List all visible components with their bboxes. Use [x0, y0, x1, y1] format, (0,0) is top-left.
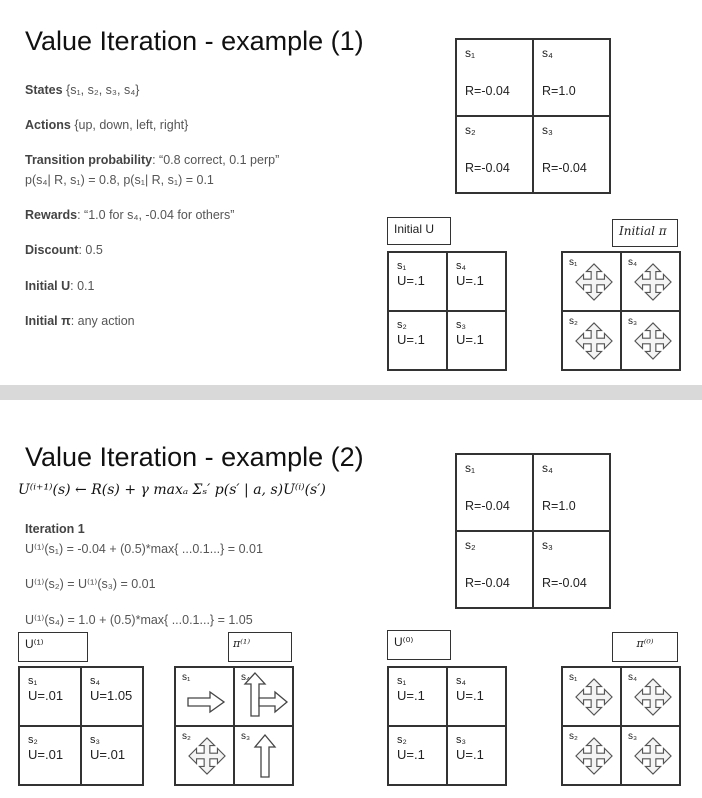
reward-grid [455, 38, 611, 194]
reward-cell-s3 [533, 531, 610, 608]
reward-cell-s2 [456, 116, 533, 193]
cell-state: s₂ [182, 731, 191, 742]
cell-state: s₄ [628, 257, 638, 268]
cell-value: U=.1 [397, 273, 425, 288]
actions-line [25, 118, 188, 132]
u-cell-s1 [388, 252, 447, 311]
cell-reward: R=-0.04 [465, 499, 510, 513]
cell-reward: R=-0.04 [542, 161, 587, 175]
pi-cell-s1 [175, 667, 234, 726]
transition-label: Transition probability [25, 153, 153, 167]
four-way-arrow-icon [575, 678, 613, 716]
cell-value: U=.1 [397, 747, 425, 762]
cell-value: U=1.05 [90, 688, 133, 703]
cell-state: s₃ [456, 319, 466, 331]
rewards-value: : “1.0 for s₄, -0.04 for others” [77, 208, 235, 222]
four-way-arrow-icon [188, 737, 226, 775]
initial-u-line [25, 279, 94, 293]
slide-2-title: Value Iteration - example (2) [25, 442, 364, 472]
u-cell-s4 [447, 252, 506, 311]
cell-state: s₃ [628, 731, 638, 742]
cell-value: U=.1 [456, 273, 484, 288]
cell-state: s₃ [628, 316, 638, 327]
slide-1-title: Value Iteration - example (1) [25, 26, 364, 56]
pi0-grid [561, 666, 681, 786]
initial-pi-value: : any action [70, 314, 135, 328]
cell-state: s₃ [542, 538, 553, 552]
reward-cell-s4 [533, 39, 610, 116]
transition-line-2: p(s₄| R, s₁) = 0.8, p(s₁| R, s₁) = 0.1 [25, 173, 214, 187]
cell-state: s₄ [241, 672, 251, 683]
cell-state: s₂ [28, 734, 38, 746]
u0-grid [387, 666, 507, 786]
cell-state: s₄ [542, 461, 553, 475]
cell-reward: R=-0.04 [465, 84, 510, 98]
cell-state: s₄ [628, 672, 638, 683]
cell-state: s₁ [569, 257, 578, 268]
cell-value: U=.01 [90, 747, 126, 762]
iteration-eq-3: U⁽¹⁾(s₄) = 1.0 + (0.5)*max{ ...0.1...} = 1.05 [25, 613, 253, 627]
cell-state: s₂ [397, 734, 407, 746]
pi-cell-s4 [234, 667, 293, 726]
pi-cell-s1 [562, 252, 621, 311]
reward-cell-s1 [456, 39, 533, 116]
cell-state: s₁ [28, 675, 38, 687]
discount-label: Discount [25, 243, 79, 257]
cell-reward: R=1.0 [542, 84, 576, 98]
cell-state: s₁ [569, 672, 578, 683]
iteration-eq-1: U⁽¹⁾(s₁) = -0.04 + (0.5)*max{ ...0.1...} = 0.01 [25, 542, 263, 556]
pi-cell-s1 [562, 667, 621, 726]
cell-reward: R=1.0 [542, 499, 576, 513]
cell-reward: R=-0.04 [465, 576, 510, 590]
cell-state: s₂ [397, 319, 407, 331]
pi-cell-s3 [621, 726, 680, 785]
transition-value: : “0.8 correct, 0.1 perp” [152, 153, 280, 167]
u1-grid [18, 666, 144, 786]
pi1-title: π⁽¹⁾ [228, 632, 292, 662]
cell-state: s₄ [456, 675, 466, 687]
initial-pi-grid [561, 251, 681, 371]
initial-u-label: Initial U [25, 279, 71, 293]
cell-value: U=.01 [28, 688, 64, 703]
four-way-arrow-icon [575, 263, 613, 301]
iteration-label [25, 522, 85, 536]
pi-cell-s2 [175, 726, 234, 785]
cell-state: s₄ [456, 260, 466, 272]
discount-line [25, 243, 103, 257]
pi-cell-s2 [562, 311, 621, 370]
cell-state: s₁ [397, 675, 407, 687]
pi-cell-s4 [621, 667, 680, 726]
reward-cell-s3 [533, 116, 610, 193]
rewards-label: Rewards [25, 208, 78, 222]
up-arrow-icon [253, 733, 277, 779]
cell-value: U=.01 [28, 747, 64, 762]
u-cell-s1 [388, 667, 447, 726]
initial-u-title: Initial U [387, 217, 451, 245]
u-cell-s2 [388, 726, 447, 785]
iteration-label-text: Iteration 1 [25, 522, 85, 536]
cell-state: s₂ [569, 316, 578, 327]
four-way-arrow-icon [634, 322, 672, 360]
four-way-arrow-icon [634, 737, 672, 775]
slide-2 [0, 400, 702, 798]
pi-cell-s4 [621, 252, 680, 311]
pi-cell-s3 [234, 726, 293, 785]
cell-state: s₂ [465, 538, 476, 552]
four-way-arrow-icon [634, 263, 672, 301]
cell-state: s₃ [456, 734, 466, 746]
slide-separator [0, 385, 702, 400]
pi-cell-s2 [562, 726, 621, 785]
cell-state: s₂ [569, 731, 578, 742]
slide-1 [0, 0, 702, 385]
transition-line [25, 153, 279, 167]
right-arrow-icon [186, 690, 226, 714]
iteration-eq-2: U⁽¹⁾(s₂) = U⁽¹⁾(s₃) = 0.01 [25, 577, 156, 591]
cell-state: s₁ [182, 672, 191, 683]
u-cell-s3 [447, 311, 506, 370]
initial-u-grid [387, 251, 507, 371]
u-cell-s2 [19, 726, 81, 785]
cell-state: s₃ [542, 123, 553, 137]
rewards-line [25, 208, 234, 222]
reward-cell-s2 [456, 531, 533, 608]
cell-state: s₂ [465, 123, 476, 137]
actions-value: {up, down, left, right} [74, 118, 189, 132]
cell-reward: R=-0.04 [542, 576, 587, 590]
reward-grid [455, 453, 611, 609]
states-value: {s₁, s₂, s₃, s₄} [66, 83, 140, 97]
four-way-arrow-icon [575, 737, 613, 775]
u1-title: U⁽¹⁾ [18, 632, 88, 662]
u-cell-s2 [388, 311, 447, 370]
initial-u-value: : 0.1 [70, 279, 95, 293]
cell-value: U=.1 [397, 332, 425, 347]
up-right-arrow-icon [239, 670, 291, 722]
cell-state: s₁ [465, 46, 476, 60]
initial-pi-title: Initial π [612, 219, 678, 247]
cell-value: U=.1 [456, 688, 484, 703]
reward-cell-s1 [456, 454, 533, 531]
states-line [25, 83, 139, 97]
pi1-grid [174, 666, 294, 786]
discount-value: : 0.5 [78, 243, 103, 257]
cell-reward: R=-0.04 [465, 161, 510, 175]
u0-title: U⁽⁰⁾ [387, 630, 451, 660]
cell-state: s₃ [241, 731, 251, 742]
cell-value: U=.1 [456, 332, 484, 347]
cell-value: U=.1 [397, 688, 425, 703]
pi0-title: π⁽⁰⁾ [612, 632, 678, 662]
cell-value: U=.1 [456, 747, 484, 762]
cell-state: s₃ [90, 734, 100, 746]
cell-state: s₁ [397, 260, 407, 272]
bellman-formula: U⁽ⁱ⁺¹⁾(s) ← R(s) + γ maxₐ Σₛ′ p(s′ | a, s)U⁽ⁱ⁾(s′) [18, 482, 326, 498]
u-cell-s4 [447, 667, 506, 726]
four-way-arrow-icon [575, 322, 613, 360]
four-way-arrow-icon [634, 678, 672, 716]
u-cell-s3 [447, 726, 506, 785]
reward-cell-s4 [533, 454, 610, 531]
states-label: States [25, 83, 63, 97]
u-cell-s4 [81, 667, 143, 726]
u-cell-s1 [19, 667, 81, 726]
initial-pi-label: Initial π [25, 314, 71, 328]
u-cell-s3 [81, 726, 143, 785]
cell-state: s₄ [542, 46, 553, 60]
cell-state: s₁ [465, 461, 476, 475]
cell-state: s₄ [90, 675, 100, 687]
pi-cell-s3 [621, 311, 680, 370]
actions-label: Actions [25, 118, 71, 132]
initial-pi-line [25, 314, 135, 328]
